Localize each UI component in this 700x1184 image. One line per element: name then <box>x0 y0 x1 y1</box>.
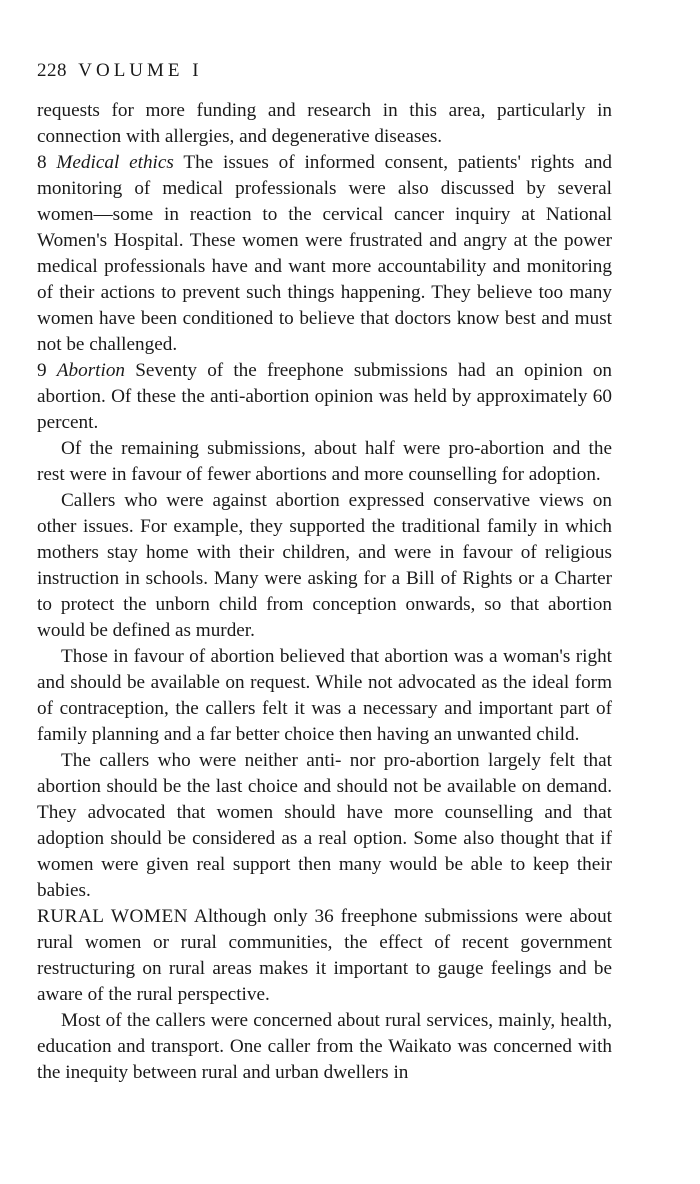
paragraph <box>37 436 612 488</box>
paragraph-text: Most of the callers were concerned about rural services, mainly, health, education and transport. One caller from the Waikato was concerned with the inequity between rural and urban dwellers in <box>37 1010 612 1083</box>
paragraph-text: Although only 36 freephone submissions were about rural women or rural communities, the effect of recent government restructuring on rural areas makes it important to gauge feelings and be aware of the rural perspective. <box>37 906 612 1005</box>
section-heading: Abortion <box>56 360 126 381</box>
paragraph-text: Of the remaining submissions, about half were pro-abortion and the rest were in favour of fewer abortions and more counselling for adoption. <box>37 438 612 485</box>
section-heading: Medical ethics <box>56 152 174 173</box>
paragraph-text: Callers who were against abortion expressed conservative views on other issues. For example, they supported the traditional family in which mothers stay home with their children, and were in favour of religious instruction in schools. Many were asking for a Bill of Rights or a Charter to protect the unborn child from conception onwards, so that abortion would be defined as murder. <box>37 490 612 641</box>
paragraph-text: requests for more funding and research in this area, particularly in connection with allergies, and degenerative diseases. <box>37 100 612 147</box>
body-text <box>37 98 612 1086</box>
section-number: 9 <box>37 360 47 381</box>
paragraph <box>37 748 612 904</box>
running-head <box>37 58 612 84</box>
paragraph-text: The callers who were neither anti- nor pro-abortion largely felt that abortion should be the last choice and should not be available on demand. They advocated that women should have more counselling and that adoption should be considered as a real option. Some also thought that if women were given real support then many would be able to keep their babies. <box>37 750 612 901</box>
paragraph-abortion <box>37 358 612 436</box>
paragraph-text: Seventy of the freephone submissions had an opinion on abortion. Of these the anti-abortion opinion was held by approximately 60 percent. <box>37 360 613 433</box>
page-number: 228 <box>37 60 67 81</box>
paragraph-medical-ethics <box>37 150 612 358</box>
section-heading: RURAL WOMEN <box>37 906 189 927</box>
volume-label: VOLUME I <box>78 60 203 81</box>
paragraph <box>37 1008 612 1086</box>
paragraph <box>37 488 612 644</box>
paragraph-text: Those in favour of abortion believed that abortion was a woman's right and should be available on request. While not advocated as the ideal form of contraception, the callers felt it was a necessary and important part of family planning and a far better choice then having an unwanted child. <box>37 646 612 745</box>
paragraph <box>37 644 612 748</box>
section-number: 8 <box>37 152 47 173</box>
book-page <box>37 58 612 1086</box>
paragraph-rural-women <box>37 904 612 1008</box>
paragraph-continuation <box>37 98 612 150</box>
paragraph-text: The issues of informed consent, patients' rights and monitoring of medical professionals were also discussed by several women—some in reaction to the cervical cancer inquiry at National Women's Hospital. These women were frustrated and angry at the power medical professionals have and want more accountability and monitoring of their actions to prevent such things happening. They believe too many women have been conditioned to believe that doctors know best and must not be challenged. <box>37 152 613 355</box>
